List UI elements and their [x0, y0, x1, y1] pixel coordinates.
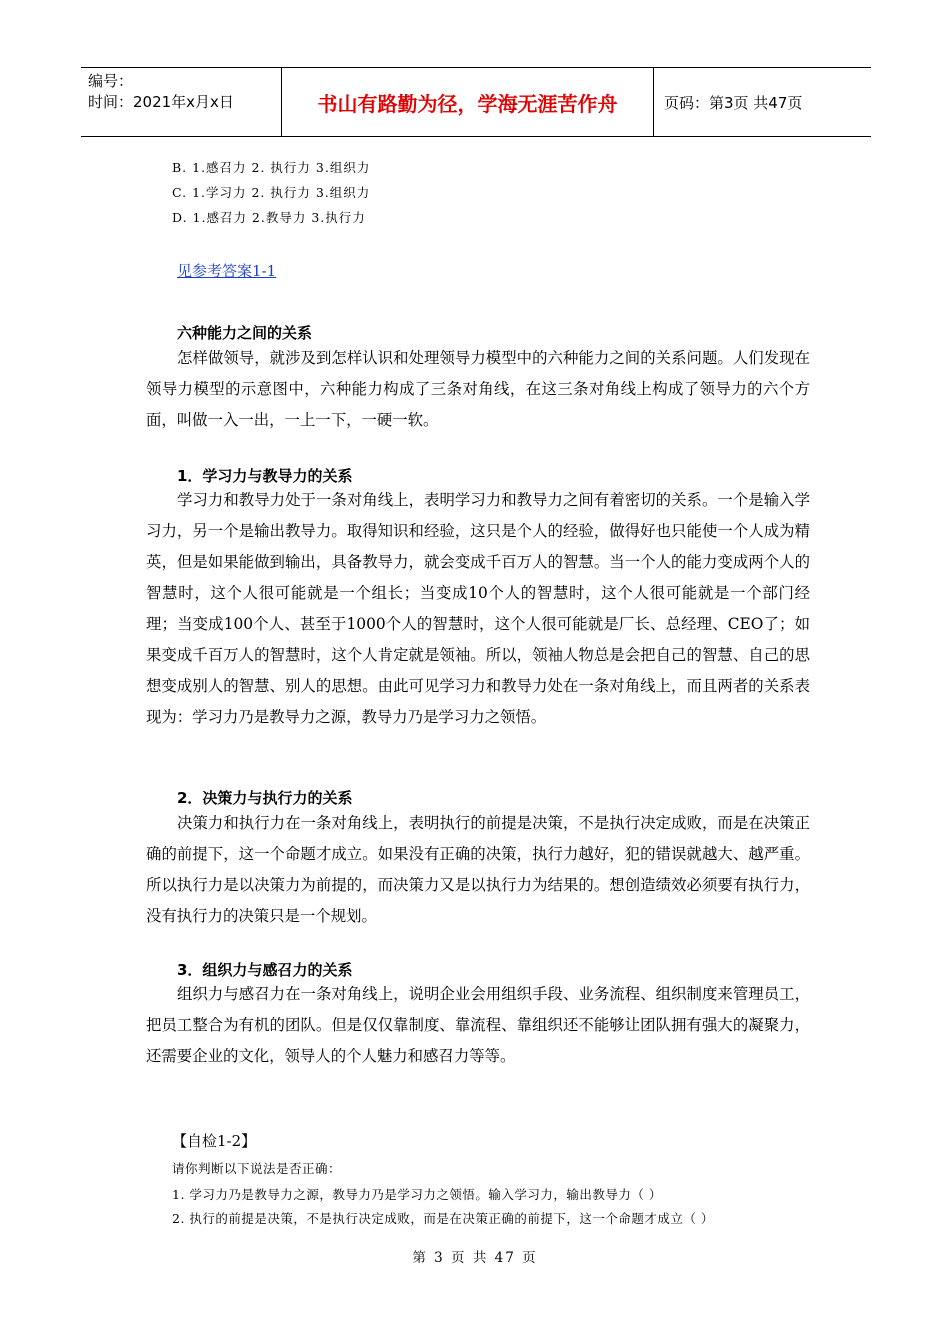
self-check-item-2: 2. 执行的前提是决策，不是执行决定成败，而是在决策正确的前提下，这一个命题才成立（ ） — [172, 1211, 714, 1226]
sub1-body: 学习力和教导力处于一条对角线上，表明学习力和教导力之间有着密切的关系。一个是输入学习力，另一个是输出教导力。取得知识和经验，这只是个人的经验，做得好也只能使一个人成为精英，但是如果能做到输出，具备教导力，就会变成千百万人的智慧。当一个人的能力变成两个人的智慧时，这个人很可能就是一个组长；当变成10个人的智慧时，这个人很可能就是一个部门经理；当变成100个人、甚至于1000个人的智慧时，这个人很可能就是厂长、总经理、CEO了；如果变成千百万人的智慧时，这个人肯定就是领袖。所以，领袖人物总是会把自己的智慧、自己的思想变成别人的智慧、别人的思想。由此可见学习力和教导力处在一条对角线上，而且两者的关系表现为：学习力乃是教导力之源，教导力乃是学习力之领悟。 — [146, 491, 810, 726]
answer-reference-link[interactable]: 见参考答案1-1 — [177, 262, 277, 280]
self-check-item-1: 1. 学习力乃是教导力之源，教导力乃是学习力之领悟。输入学习力，输出教导力（ ） — [172, 1187, 662, 1202]
sub2-title: 2．决策力与执行力的关系 — [177, 789, 353, 807]
self-check-title: 【自检1-2】 — [172, 1132, 257, 1150]
section-intro: 怎样做领导，就涉及到怎样认识和处理领导力模型中的六种能力之间的关系问题。人们发现在领导力模型的示意图中，六种能力构成了三条对角线，在这三条对角线上构成了领导力的六个方面，叫做一入一出，一上一下，一硬一软。 — [146, 349, 810, 429]
sub3-title: 3．组织力与感召力的关系 — [177, 961, 353, 979]
sub3-body: 组织力与感召力在一条对角线上，说明企业会用组织手段、业务流程、组织制度来管理员工，把员工整合为有机的团队。但是仅仅靠制度、靠流程、靠组织还不能够让团队拥有强大的凝聚力，还需要企业的文化，领导人的个人魅力和感召力等等。 — [146, 985, 810, 1065]
sub2-body: 决策力和执行力在一条对角线上，表明执行的前提是决策，不是执行决定成败，而是在决策正确的前提下，这一个命题才成立。如果没有正确的决策，执行力越好，犯的错误就越大、越严重。所以执行力是以决策力为前提的，而决策力又是以执行力为结果的。想创造绩效必须要有执行力，没有执行力的决策只是一个规划。 — [146, 814, 810, 925]
self-check-prompt: 请你判断以下说法是否正确： — [172, 1161, 342, 1176]
section-title: 六种能力之间的关系 — [177, 324, 313, 342]
header-page-label: 页码：第3页 共47页 — [664, 93, 803, 112]
header-motto: 书山有路勤为径，学海无涯苦作舟 — [282, 68, 654, 136]
date-label: 时间：2021年x月x日 — [88, 93, 234, 111]
sub1-title: 1．学习力与教导力的关系 — [177, 467, 353, 485]
header-meta — [81, 68, 282, 136]
option-d: D. 1.感召力 2.教导力 3.执行力 — [172, 210, 366, 225]
page-footer: 第 3 页 共 47 页 — [412, 1250, 538, 1266]
option-c: C. 1.学习力 2. 执行力 3.组织力 — [172, 185, 371, 200]
number-label: 编号： — [88, 72, 134, 90]
page-header — [81, 67, 871, 137]
option-b: B. 1.感召力 2. 执行力 3.组织力 — [172, 160, 371, 175]
